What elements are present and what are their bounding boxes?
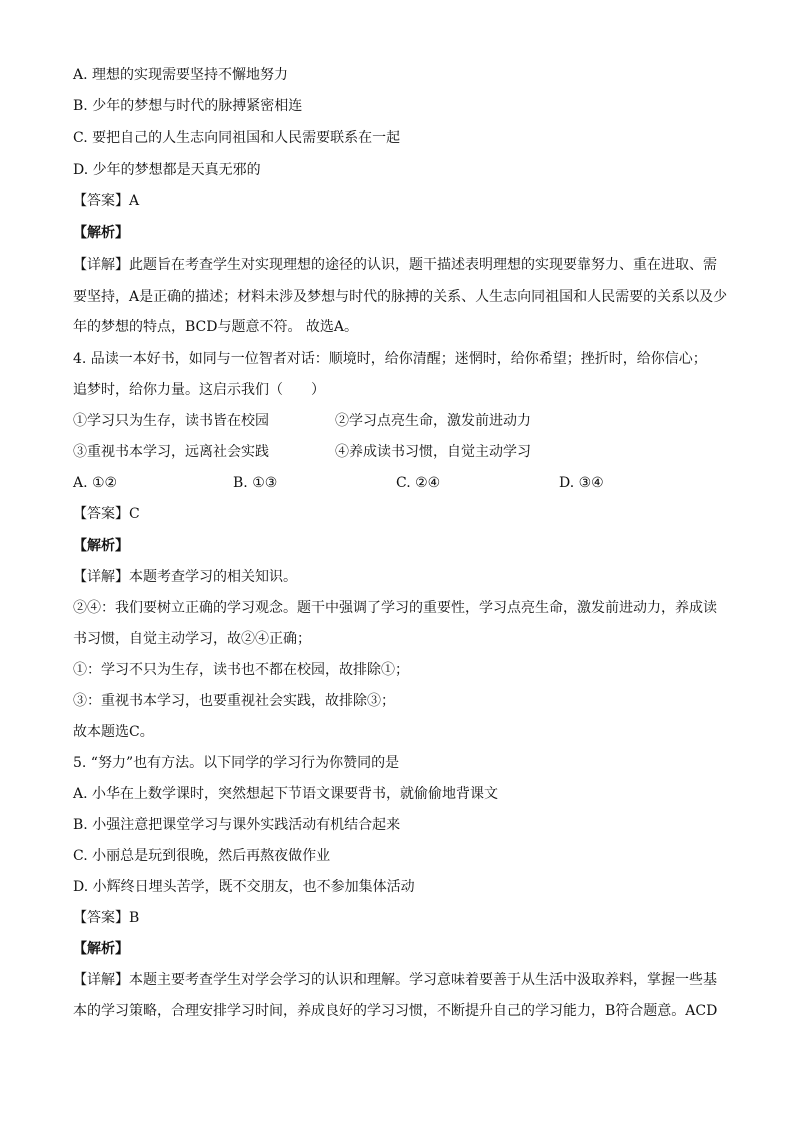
q5-option-a: A. 小华在上数学课时，突然想起下节语文课要背书，就偷偷地背课文 (73, 786, 499, 802)
q4-stem-line-2: 追梦时，给你力量。这启示我们（ ） (73, 382, 325, 398)
q4-stem-line-1: 4. 品读一本好书，如同与一位智者对话：顺境时，给你清醒；迷惘时，给你希望；挫折时，给你信心； (73, 351, 707, 367)
q3-analysis-label: 【解析】 (73, 225, 129, 241)
q3-detail-line-1: 【详解】此题旨在考查学生对实现理想的途径的认识，题干描述表明理想的实现要靠努力、重在进取、需 (73, 257, 717, 273)
q4-analysis-label: 【解析】 (73, 538, 129, 554)
q3-answer: 【答案】A (73, 193, 140, 209)
q4-detail-line-3: 书习惯，自觉主动学习，故②④正确； (73, 631, 311, 647)
q3-option-b: B. 少年的梦想与时代的脉搏紧密相连 (73, 98, 303, 114)
q4-detail-line-5: ③：重视书本学习，也要重视社会实践，故排除③； (73, 693, 395, 709)
q4-statement-2: ②学习点亮生命，激发前进动力 (335, 413, 531, 429)
q4-answer: 【答案】C (73, 506, 140, 522)
q3-detail-line-2: 要坚持，A是正确的描述；材料未涉及梦想与时代的脉搏的关系、人生志向同祖国和人民需要的关系以及少 (73, 289, 728, 305)
q4-detail-line-6: 故本题选C。 (73, 724, 154, 740)
q4-statement-1: ①学习只为生存，读书皆在校园 (73, 413, 269, 429)
q5-stem: 5. “努力”也有方法。以下同学的学习行为你赞同的是 (73, 755, 400, 771)
q4-detail-line-2: ②④：我们要树立正确的学习观念。题干中强调了学习的重要性，学习点亮生命，激发前进动力，养成读 (73, 600, 717, 616)
q5-analysis-label: 【解析】 (73, 941, 129, 957)
q5-option-d: D. 小辉终日埋头苦学，既不交朋友，也不参加集体活动 (73, 879, 415, 895)
q4-option-d: D. ③④ (559, 475, 604, 491)
q5-option-c: C. 小丽总是玩到很晚，然后再熬夜做作业 (73, 848, 331, 864)
q5-detail-line-2: 本的学习策略，合理安排学习时间，养成良好的学习习惯，不断提升自己的学习能力，B符合题意。ACD (73, 1003, 718, 1019)
q4-statement-3: ③重视书本学习，远离社会实践 (73, 444, 269, 460)
q4-option-a: A. ①② (73, 475, 118, 491)
q4-detail-line-1: 【详解】本题考查学习的相关知识。 (73, 569, 297, 585)
q3-option-d: D. 少年的梦想都是天真无邪的 (73, 162, 261, 178)
q5-detail-line-1: 【详解】本题主要考查学生对学会学习的认识和理解。学习意味着要善于从生活中汲取养料，掌握一些基 (73, 972, 717, 988)
q4-detail-line-4: ①：学习不只为生存，读书也不都在校园，故排除①； (73, 662, 409, 678)
q5-answer: 【答案】B (73, 910, 140, 926)
q3-detail-line-3: 年的梦想的特点，BCD与题意不符。 故选A。 (73, 319, 359, 335)
q5-option-b: B. 小强注意把课堂学习与课外实践活动有机结合起来 (73, 817, 401, 833)
q3-option-c: C. 要把自己的人生志向同祖国和人民需要联系在一起 (73, 130, 401, 146)
q4-option-b: B. ①③ (233, 475, 278, 491)
q4-statement-4: ④养成读书习惯，自觉主动学习 (335, 444, 531, 460)
q4-option-c: C. ②④ (396, 475, 441, 491)
q3-option-a: A. 理想的实现需要坚持不懈地努力 (73, 67, 289, 83)
